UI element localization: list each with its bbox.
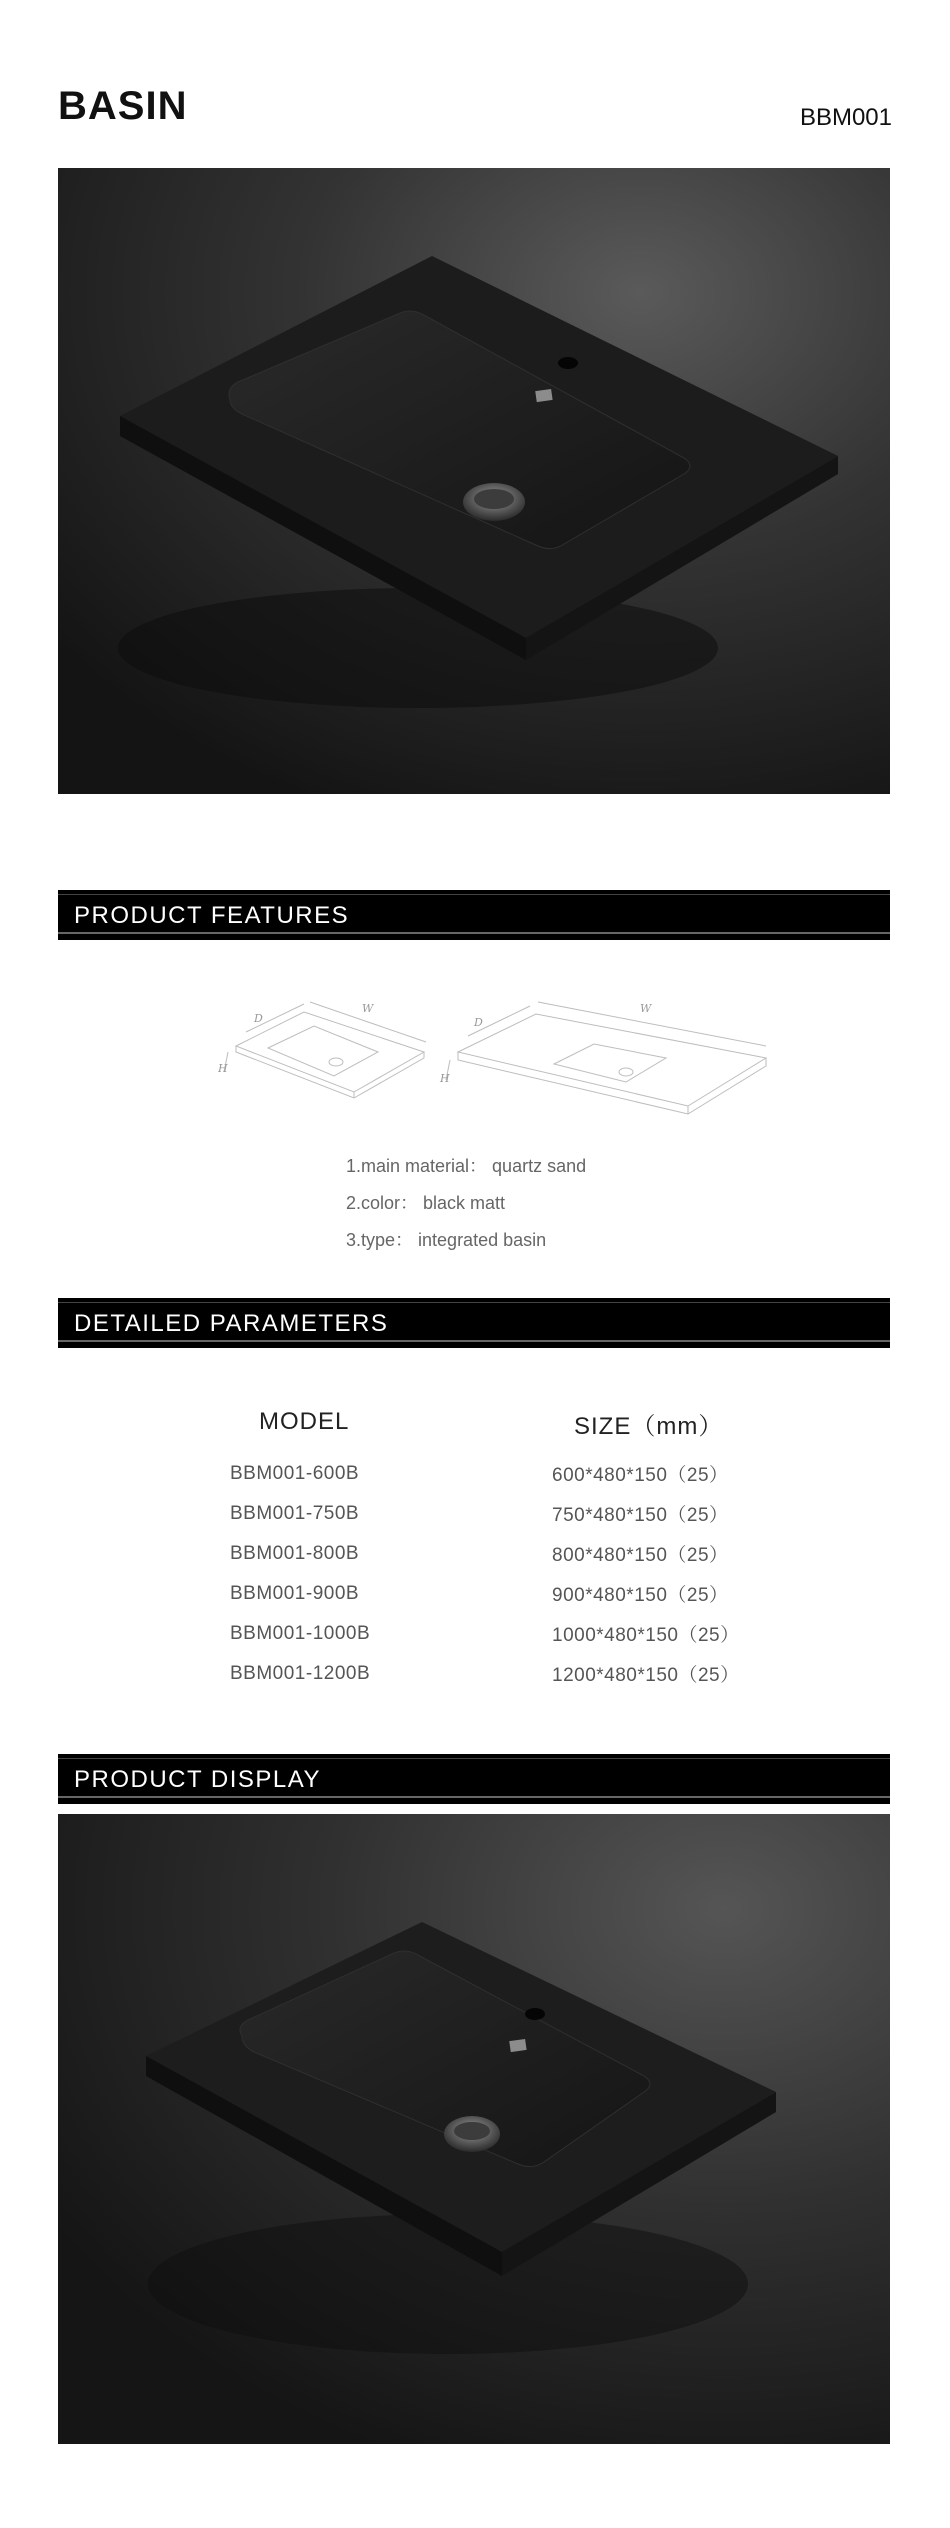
hero-product-image <box>58 168 890 794</box>
section-bar-product-display <box>58 1754 890 1804</box>
size-cell: 800*480*150（25） <box>552 1545 729 1566</box>
model-cell: BBM001-900B <box>230 1583 360 1604</box>
section-bar-product-features <box>58 890 890 940</box>
table-header-size: SIZE（mm） <box>574 1413 724 1440</box>
display-product-image <box>58 1814 890 2444</box>
table-header-model: MODEL <box>259 1408 350 1435</box>
diagram-label-w-large: W <box>640 1002 652 1015</box>
dimension-diagram <box>218 982 798 1132</box>
model-cell: BBM001-750B <box>230 1503 360 1524</box>
section-title: DETAILED PARAMETERS <box>74 1310 389 1337</box>
diagram-label-w-small: W <box>362 1002 374 1015</box>
size-cell: 600*480*150（25） <box>552 1465 729 1486</box>
feature-item: 3.type： integrated basin <box>346 1230 547 1250</box>
model-cell: BBM001-800B <box>230 1543 360 1564</box>
product-code: BBM001 <box>799 104 892 131</box>
feature-item: 1.main material： quartz sand <box>346 1156 587 1176</box>
section-title: PRODUCT DISPLAY <box>74 1766 321 1793</box>
section-title: PRODUCT FEATURES <box>74 902 350 929</box>
size-cell: 900*480*150（25） <box>552 1585 729 1606</box>
size-cell: 1200*480*150（25） <box>552 1665 740 1686</box>
feature-item: 2.color： black matt <box>346 1193 506 1213</box>
size-cell: 750*480*150（25） <box>552 1505 729 1526</box>
size-cell: 1000*480*150（25） <box>552 1625 740 1646</box>
page-title: BASIN <box>58 84 188 128</box>
model-cell: BBM001-1200B <box>230 1663 371 1684</box>
diagram-label-d-large: D <box>474 1016 483 1029</box>
section-bar-detailed-parameters <box>58 1298 890 1348</box>
diagram-label-h-small: H <box>218 1062 228 1075</box>
model-cell: BBM001-1000B <box>230 1623 371 1644</box>
model-cell: BBM001-600B <box>230 1463 360 1484</box>
diagram-label-h-large: H <box>440 1072 450 1085</box>
diagram-label-d-small: D <box>254 1012 263 1025</box>
